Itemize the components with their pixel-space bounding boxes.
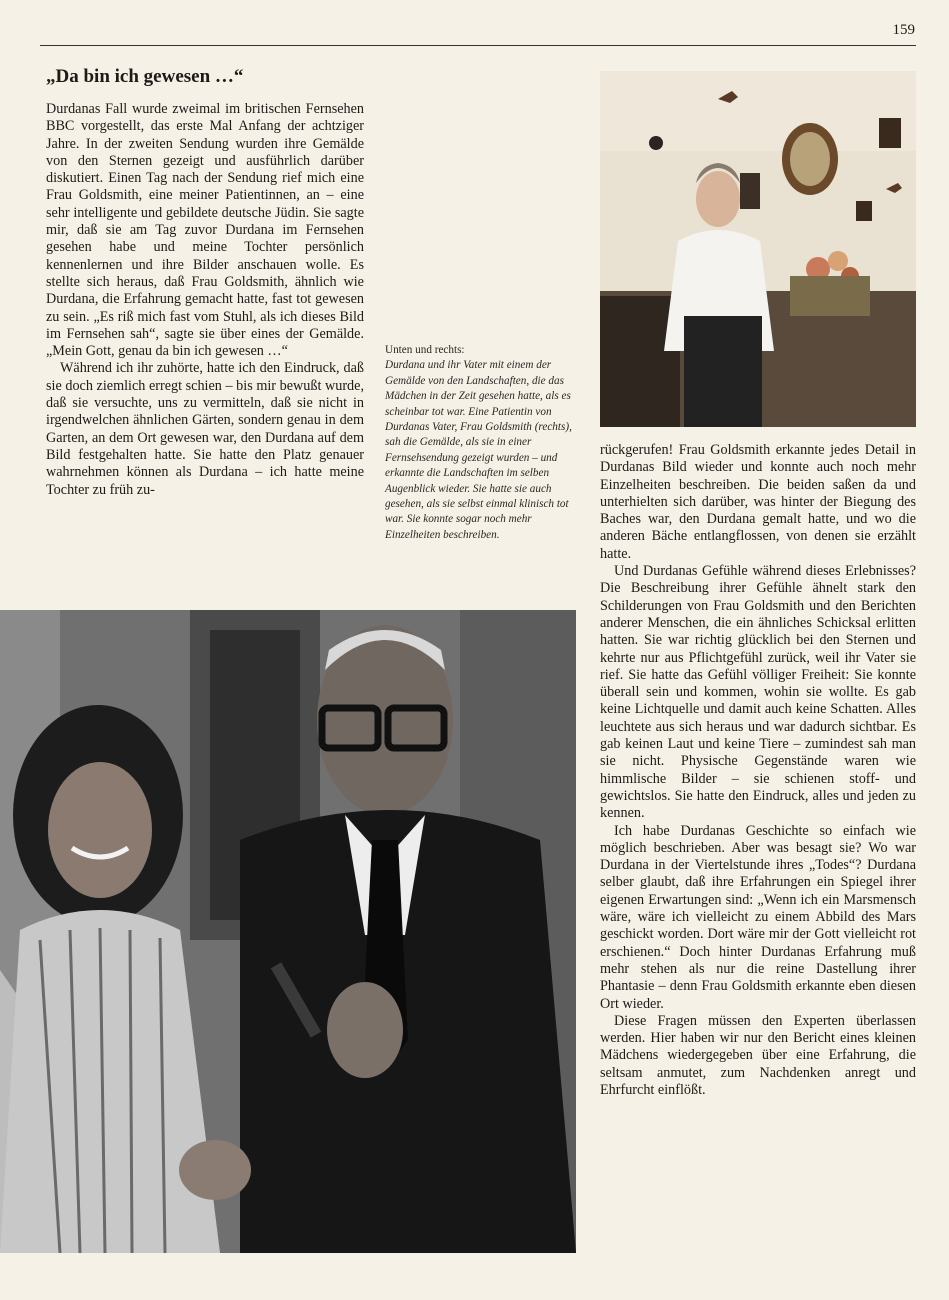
paragraph: rückgerufen! Frau Goldsmith erkannte jedes Detail in Durdanas Bild wieder und konnte auch noch mehr Einzelheiten beschreiben. Die beiden saßen da und unterhielten sich darüber, was hinter der Biegung des Baches war, den Durdana gemalt hatte, und wo die anderen Bäche entlangflossen, von denen sie erzählt hatte. — [600, 442, 916, 562]
header-rule — [40, 45, 916, 46]
photo-durdana-and-father — [0, 610, 576, 1253]
caption-title: Unten und rechts: — [385, 344, 465, 356]
section-heading: „Da bin ich gewesen …“ — [46, 66, 244, 87]
paragraph: Diese Fragen müssen den Experten überlassen werden. Hier haben wir nur den Bericht eines kleinen Mädchens wiedergegeben über eine Erfahrung, die seltsam anmutet, zum Nachdenken anregt und Ehrfurcht einflößt. — [600, 1012, 916, 1098]
paragraph: Ich habe Durdanas Geschichte so einfach wie möglich beschrieben. Aber was besagt sie? Wo war Durdana in der Viertelstunde ihres „Todes“? Durdana selber glaubt, daß ihre Erfahrungen ein Spiegel ihrer eigenen Erwartungen sind: „Wenn ich ein Marsmensch wäre, wäre ich vielleicht zu einem Abbild des Mars geschickt worden. Dort wäre mir der Gott vielleicht rot erschienen.“ Doch hinter Durdanas Erfahrung muß mehr stehen als nur die reine Dastellung ihrer Phantasie – denn Frau Goldsmith erkannte eben diesen Ort wieder. — [600, 822, 916, 1012]
page-number: 159 — [892, 22, 915, 38]
paragraph: Und Durdanas Gefühle während dieses Erlebnisses? Die Beschreibung ihrer Gefühle ähnelt stark den Schilderungen von Frau Goldsmith und den Berichten anderer Menschen, die ein ähnliches Schicksal erlitten hatten. Sie war richtig glücklich bei den Sternen und kehrte nur aus Pflichtgefühl zurück, weil ihr Vater sie rief. Sie hatte das Gefühl völliger Freiheit: Sie konnte überall sein und kommen, wohin sie wollte. Es gab keine Lichtquelle und damit auch keine Schatten. Alles leuchtete aus sich heraus und war dadurch sichtbar. Es gab keinen Laut und keine Tiere – zumindest sah man sie nicht. Physische Gegenstände waren wie himmlische Bilder – sie schienen stoff- und gewichtslos. Sie hatte den Eindruck, alles und jeden zu kennen. — [600, 563, 916, 822]
caption-body: Durdana und ihr Vater mit einem der Gemälde von den Landschaften, die das Mädchen in der Zeit gesehen hatte, als es scheinbar tot war. Eine Patientin von Durdanas Vater, Frau Goldsmith (rechts), sah die Gemälde, als sie in einer Fernsehsendung gezeigt wurden – und erkannte die Landschaften im selben Augenblick wieder. Sie hatte sie auch gesehen, als sie selbst einmal klinisch tot war. Sie konnte sogar noch mehr Einzelheiten beschreiben. — [385, 359, 572, 541]
right-text-column — [600, 442, 916, 1099]
photo-caption — [385, 343, 580, 543]
photo-frau-goldsmith — [600, 71, 916, 427]
paragraph: Während ich ihr zuhörte, hatte ich den Eindruck, daß sie doch ziemlich erregt schien – bis mir bewußt wurde, daß sie versuchte, uns zu vermitteln, daß sie nicht in irgendwelchen ähnlichen Gärten, sondern genau in dem Garten, an dem Ort gewesen war, den Durdana auf dem Bild festgehalten hatte. Sie hatte den Platz genauer wahrnehmen können als Durdana – ich hatte meine Tochter zu früh zu- — [46, 360, 364, 498]
left-text-column — [46, 101, 364, 499]
paragraph: Durdanas Fall wurde zweimal im britischen Fernsehen BBC vorgestellt, das erste Mal Anfang der achtziger Jahre. In der zweiten Sendung wurden ihre Gemälde von den Sternen gezeigt und ausführlich darüber diskutiert. Einen Tag nach der Sendung rief mich eine Frau Goldsmith, eine meiner Patientinnen, an – eine sehr intelligente und gebildete deutsche Jüdin. Sie sagte mir, daß sie am Tag zuvor Durdana im Fernsehen gesehen habe und meine Tochter persönlich kennenlernen und ihre Bilder anschauen wolle. Es stellte sich heraus, daß Frau Goldsmith, ähnlich wie Durdana, die Erfahrung gemacht hatte, fast tot gewesen zu sein. „Es riß mich fast vom Stuhl, als ich dieses Bild im Fernsehen sah“, sagte sie über eines der Gemälde. „Mein Gott, genau da bin ich gewesen …“ — [46, 101, 364, 360]
